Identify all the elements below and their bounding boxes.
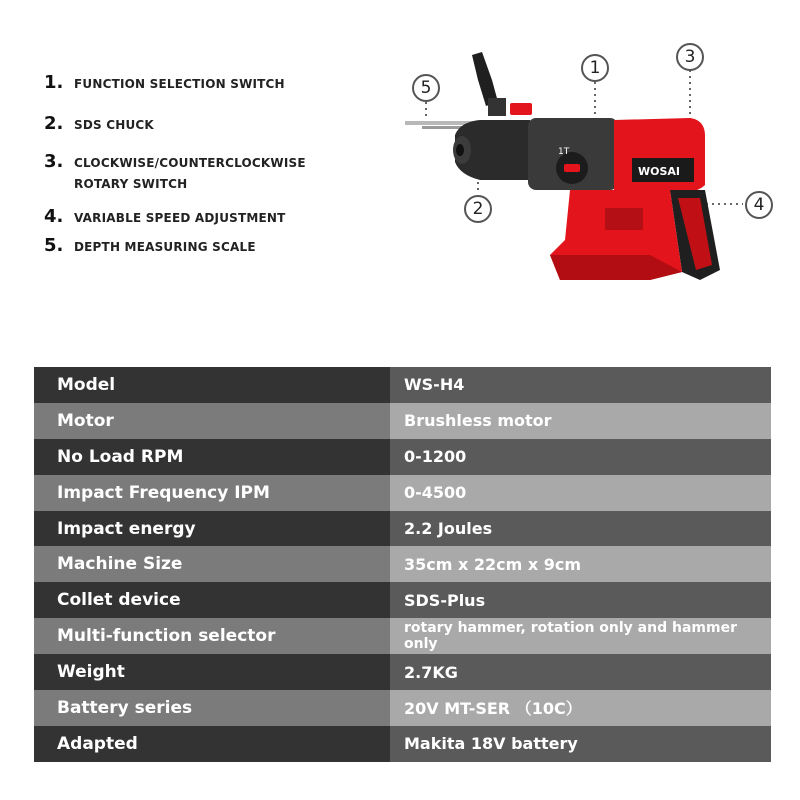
spec-row — [34, 690, 771, 726]
spec-key: Collet device — [34, 582, 390, 618]
spec-row — [34, 546, 771, 582]
feature-text: SDS CHUCK — [74, 118, 154, 132]
feature-item — [44, 113, 154, 136]
spec-value: Makita 18V battery — [390, 726, 771, 762]
spec-value: 20V MT-SER （10C） — [390, 690, 771, 726]
spec-key: Weight — [34, 654, 390, 690]
spec-key: Impact energy — [34, 511, 390, 547]
spec-value: SDS-Plus — [390, 582, 771, 618]
spec-row — [34, 403, 771, 439]
feature-number: 1. — [44, 72, 64, 93]
spec-row — [34, 618, 771, 654]
spec-value: rotary hammer, rotation only and hammer only — [390, 618, 771, 654]
spec-value: 0-1200 — [390, 439, 771, 475]
spec-value: WS-H4 — [390, 367, 771, 403]
spec-key: No Load RPM — [34, 439, 390, 475]
callout-2: 2 — [464, 195, 492, 223]
feature-number: 5. — [44, 235, 64, 256]
spec-value: 2.7KG — [390, 654, 771, 690]
spec-row — [34, 439, 771, 475]
callout-4: 4 — [745, 191, 773, 219]
rotary-hammer-image — [400, 40, 790, 320]
feature-number: 2. — [44, 113, 64, 134]
spec-row — [34, 582, 771, 618]
feature-item — [44, 151, 306, 195]
spec-key: Impact Frequency IPM — [34, 475, 390, 511]
feature-text: CLOCKWISE/COUNTERCLOCKWISE ROTARY SWITCH — [74, 156, 306, 191]
brand-logo-text: WOSAI — [638, 165, 681, 178]
feature-item — [44, 72, 285, 95]
feature-item — [44, 206, 286, 229]
feature-text: FUNCTION SELECTION SWITCH — [74, 77, 285, 91]
spec-value: Brushless motor — [390, 403, 771, 439]
product-illustration — [400, 40, 790, 320]
spec-row — [34, 475, 771, 511]
selector-label: 1T — [558, 147, 570, 157]
spec-value: 0-4500 — [390, 475, 771, 511]
feature-text: DEPTH MEASURING SCALE — [74, 240, 256, 254]
spec-table — [34, 367, 771, 762]
spec-key: Multi-function selector — [34, 618, 390, 654]
feature-item — [44, 235, 256, 258]
spec-key: Machine Size — [34, 546, 390, 582]
spec-row — [34, 654, 771, 690]
spec-key: Battery series — [34, 690, 390, 726]
spec-value: 2.2 Joules — [390, 511, 771, 547]
callout-1: 1 — [581, 54, 609, 82]
callout-5: 5 — [412, 74, 440, 102]
callout-3: 3 — [676, 43, 704, 71]
spec-value: 35cm x 22cm x 9cm — [390, 546, 771, 582]
spec-key: Motor — [34, 403, 390, 439]
spec-row — [34, 726, 771, 762]
spec-row — [34, 511, 771, 547]
spec-row — [34, 367, 771, 403]
feature-text: VARIABLE SPEED ADJUSTMENT — [74, 211, 286, 225]
feature-number: 4. — [44, 206, 64, 227]
feature-number: 3. — [44, 151, 64, 172]
spec-key: Adapted — [34, 726, 390, 762]
spec-key: Model — [34, 367, 390, 403]
